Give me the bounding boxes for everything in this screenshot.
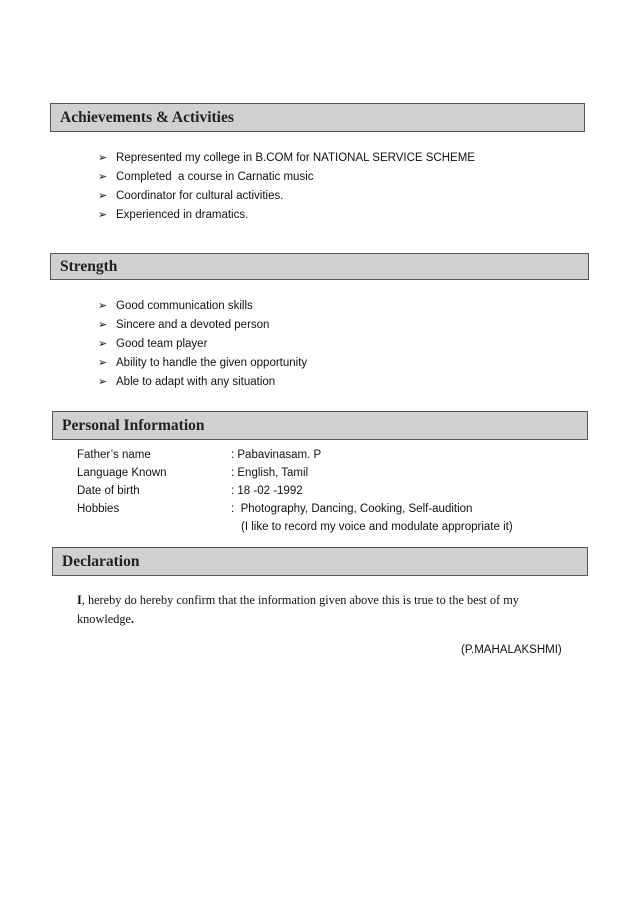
arrow-bullet-icon: ➢ — [98, 300, 108, 312]
strength-list — [98, 297, 307, 392]
info-value: : 18 -02 -1992 — [231, 485, 303, 497]
arrow-bullet-icon: ➢ — [98, 357, 108, 369]
personal-info-header — [52, 411, 588, 440]
declaration-text — [77, 591, 557, 629]
declaration-lead: I — [77, 593, 82, 607]
info-label: Hobbies — [77, 503, 120, 515]
list-item: ➢ Good communication skills — [98, 297, 307, 316]
info-value: : Pabavinasam. P — [231, 449, 322, 461]
info-value: : English, Tamil — [231, 467, 309, 479]
info-label: Date of birth — [77, 485, 140, 497]
signature-name: (P.MAHALAKSHMI) — [461, 644, 562, 656]
achievements-title: Achievements & Activities — [60, 108, 234, 126]
arrow-bullet-icon: ➢ — [98, 209, 108, 221]
list-item: ➢ Coordinator for cultural activities. — [98, 187, 475, 206]
personal-info-title: Personal Information — [62, 416, 205, 434]
arrow-bullet-icon: ➢ — [98, 376, 108, 388]
declaration-header — [52, 547, 588, 576]
list-item: ➢ Able to adapt with any situation — [98, 373, 307, 392]
list-item: ➢ Ability to handle the given opportunity — [98, 354, 307, 373]
arrow-bullet-icon: ➢ — [98, 190, 108, 202]
strength-header — [50, 253, 589, 280]
arrow-bullet-icon: ➢ — [98, 152, 108, 164]
list-item: ➢ Experienced in dramatics. — [98, 206, 475, 225]
arrow-bullet-icon: ➢ — [98, 338, 108, 350]
list-item: ➢ Completed a course in Carnatic music — [98, 168, 475, 187]
info-label: Father’s name — [77, 449, 151, 461]
info-label: Language Known — [77, 467, 167, 479]
arrow-bullet-icon: ➢ — [98, 171, 108, 183]
strength-title: Strength — [60, 257, 118, 275]
info-value: : Photography, Dancing, Cooking, Self-audition — [231, 503, 473, 515]
achievements-header — [50, 103, 585, 132]
declaration-body: , hereby do hereby confirm that the information given above this is true to the best of my knowledge — [77, 593, 519, 626]
declaration-title: Declaration — [62, 552, 140, 570]
hobbies-note: (I like to record my voice and modulate appropriate it) — [241, 521, 513, 533]
list-item: ➢ Good team player — [98, 335, 307, 354]
arrow-bullet-icon: ➢ — [98, 319, 108, 331]
list-item: ➢ Sincere and a devoted person — [98, 316, 307, 335]
achievements-list — [98, 149, 475, 225]
declaration-end: . — [130, 612, 135, 626]
list-item: ➢ Represented my college in B.COM for NATIONAL SERVICE SCHEME — [98, 149, 475, 168]
